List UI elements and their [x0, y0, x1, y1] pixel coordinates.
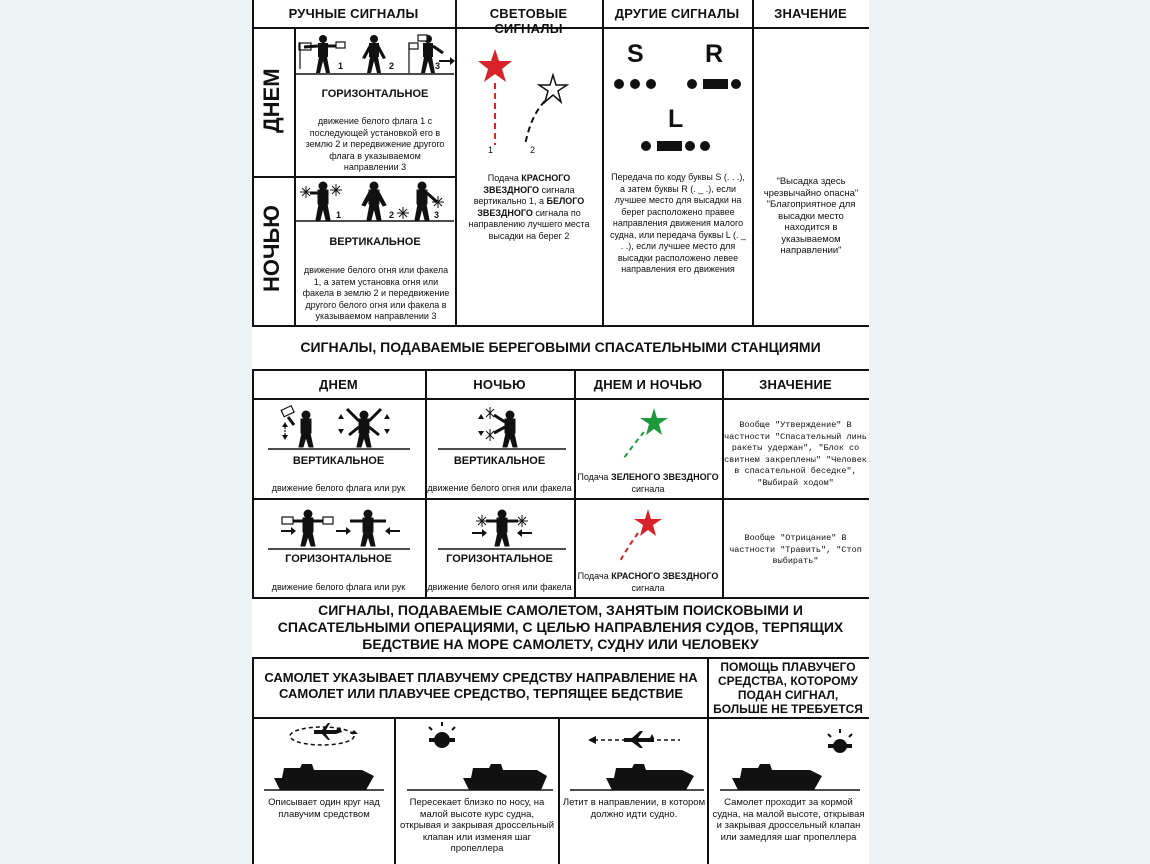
- light-label-2: 2: [530, 145, 536, 155]
- aircraft-left-header: САМОЛЕТ УКАЗЫВАЕТ ПЛАВУЧЕМУ СРЕДСТВУ НАПРАВЛЕНИЕ НА САМОЛЕТ ИЛИ ПЛАВУЧЕЕ СРЕДСТВО, ТЕРПЯЩЕЕ БЕДСТВИЕ: [264, 670, 698, 701]
- header-light-signals: СВЕТОВЫЕ СИГНАЛЫ: [489, 6, 568, 36]
- plane-astern-icon: [710, 720, 870, 796]
- horizontal-flag-figures-icon: [260, 506, 420, 554]
- light-signal-text: Подача КРАСНОГО ЗВЕЗДНОГО сигнала вертикально 1, а БЕЛОГО ЗВЕЗДНОГО сигнала по направлению лучшего места высадки на берег 2: [468, 173, 590, 241]
- aircraft-cell-2-text: Пересекает близко по носу, на малой высоте курс судна, открывая и закрывая дроссельный клапан или изменяя шаг пропеллера: [400, 797, 555, 854]
- vertical-torch-figure-icon: [432, 405, 572, 453]
- divider: [252, 0, 254, 326]
- night-label: НОЧЬЮ: [259, 205, 284, 292]
- morse-letter-s: S: [627, 40, 644, 68]
- coast-r1-night-title: ВЕРТИКАЛЬНОЕ: [453, 455, 546, 467]
- morse-letter-r: R: [705, 40, 724, 68]
- coast-r2-day-title: ГОРИЗОНТАЛЬНОЕ: [285, 553, 392, 565]
- header-manual-signals: РУЧНЫЕ СИГНАЛЫ: [288, 6, 419, 21]
- header-other-signals: ДРУГИЕ СИГНАЛЫ: [614, 6, 740, 21]
- day-manual-text: движение белого флага 1 с последующей установкой его в землю 2 и передвижение другого флага в указываемом направлении 3: [305, 116, 445, 172]
- day-manual-title: ГОРИЗОНТАЛЬНОЕ: [321, 88, 429, 100]
- aircraft-cell-3-text: Летит в направлении, в котором должно идти судно.: [562, 797, 706, 820]
- coast-section-title: СИГНАЛЫ, ПОДАВАЕМЫЕ БЕРЕГОВЫМИ СПАСАТЕЛЬНЫМИ СТАНЦИЯМИ: [300, 339, 821, 355]
- other-signal-text: Передача по коду буквы S (. . .), а затем буквы R (. _ .), если лучшее место для высадки на берег расположено правее направления движения малого судна, или передача буквы L (. _ . .), если лучшее место для высадки расположено левее направления его движения: [609, 172, 746, 274]
- step-number: 3: [435, 61, 441, 71]
- divider: [752, 0, 754, 326]
- step-number: 1: [336, 210, 342, 220]
- horizontal-torch-figure-icon: [432, 506, 572, 554]
- divider: [394, 717, 396, 864]
- divider: [252, 657, 869, 659]
- coast-header-day: ДНЕМ: [319, 377, 358, 392]
- coast-r2-night-title: ГОРИЗОНТАЛЬНОЕ: [446, 553, 553, 565]
- night-manual-text: движение белого огня или факела 1, а затем установка огня или факела в землю 2 и передвижение другого белого огня или факела в указываемом направлении 3: [302, 265, 450, 321]
- night-manual-title: ВЕРТИКАЛЬНОЕ: [329, 236, 421, 248]
- divider: [252, 325, 869, 327]
- step-number: 2: [389, 210, 395, 220]
- step-number: 2: [389, 61, 395, 71]
- day-flag-figures-icon: [296, 33, 456, 78]
- coast-r1-day-title: ВЕРТИКАЛЬНОЕ: [292, 455, 385, 467]
- divider: [252, 176, 456, 178]
- coast-r2-night-text: движение белого огня или факела: [427, 582, 572, 592]
- green-star-signal-icon: [578, 404, 718, 464]
- divider: [252, 597, 869, 599]
- plane-crossing-bow-icon: [397, 720, 557, 796]
- aircraft-right-header: ПОМОЩЬ ПЛАВУЧЕГО СРЕДСТВА, КОТОРОМУ ПОДАН СИГНАЛ, БОЛЬШЕ НЕ ТРЕБУЕТСЯ: [713, 660, 863, 716]
- vertical-flag-figures-icon: [260, 405, 420, 453]
- red-star-signal-icon: [578, 503, 718, 563]
- step-number: 1: [338, 61, 344, 71]
- aircraft-cell-4-text: Самолет проходит за кормой судна, на малой высоте, открывая и закрывая дроссельный клапан или замедляя шаг пропеллера: [712, 797, 865, 843]
- plane-direction-icon: [560, 720, 708, 796]
- coast-header-night: НОЧЬЮ: [473, 377, 526, 392]
- coast-r1-meaning: Вообще "Утверждение" В частности "Спасательный линь ракеты удержан", "Блок со свитнем закреплены" "Человек в спасательной беседке", "Выбирай ходом": [724, 420, 867, 488]
- star-signals-icon: [457, 45, 604, 155]
- coast-r1-both-text: Подача ЗЕЛЕНОГО ЗВЕЗДНОГО сигнала: [577, 472, 719, 494]
- light-label-1: 1: [488, 145, 494, 155]
- night-torch-figures-icon: [296, 180, 456, 225]
- aircraft-section-title: СИГНАЛЫ, ПОДАВАЕМЫЕ САМОЛЕТОМ, ЗАНЯТЫМ ПОИСКОВЫМИ И СПАСАТЕЛЬНЫМИ ОПЕРАЦИЯМИ, С ЦЕЛЬЮ НАПРАВЛЕНИЯ СУДОВ, ТЕРПЯЩИХ БЕДСТВИЕ НА МОРЕ САМОЛЕТУ, СУДНУ ИЛИ ЧЕЛОВЕКУ: [277, 602, 844, 652]
- divider: [252, 498, 869, 500]
- divider: [252, 398, 869, 400]
- top-meaning-text: "Высадка здесь чрезвычайно опасна" "Благоприятное для высадки место находится в указываемом направлении": [763, 176, 859, 256]
- plane-circling-ship-icon: [254, 720, 394, 796]
- coast-r2-meaning: Вообще "Отрицание" В частности "Травить", "Стоп выбирать": [729, 533, 862, 566]
- header-meaning: ЗНАЧЕНИЕ: [774, 6, 847, 21]
- signal-chart-sheet: [252, 0, 869, 864]
- coast-header-day-night: ДНЕМ И НОЧЬЮ: [593, 377, 703, 392]
- coast-r1-day-text: движение белого флага или рук: [271, 483, 406, 493]
- coast-header-meaning: ЗНАЧЕНИЕ: [759, 377, 832, 392]
- divider: [252, 717, 869, 719]
- morse-letter-l: L: [668, 105, 684, 133]
- day-label: ДНЕМ: [259, 68, 284, 133]
- divider: [252, 369, 869, 371]
- morse-codes-icon: [604, 70, 754, 160]
- step-number: 3: [434, 210, 440, 220]
- aircraft-cell-1-text: Описывает один круг над плавучим средством: [268, 797, 380, 820]
- coast-r1-night-text: движение белого огня или факела: [427, 483, 572, 493]
- coast-r2-both-text: Подача КРАСНОГО ЗВЕЗДНОГО сигнала: [577, 571, 719, 593]
- coast-r2-day-text: движение белого флага или рук: [271, 582, 406, 592]
